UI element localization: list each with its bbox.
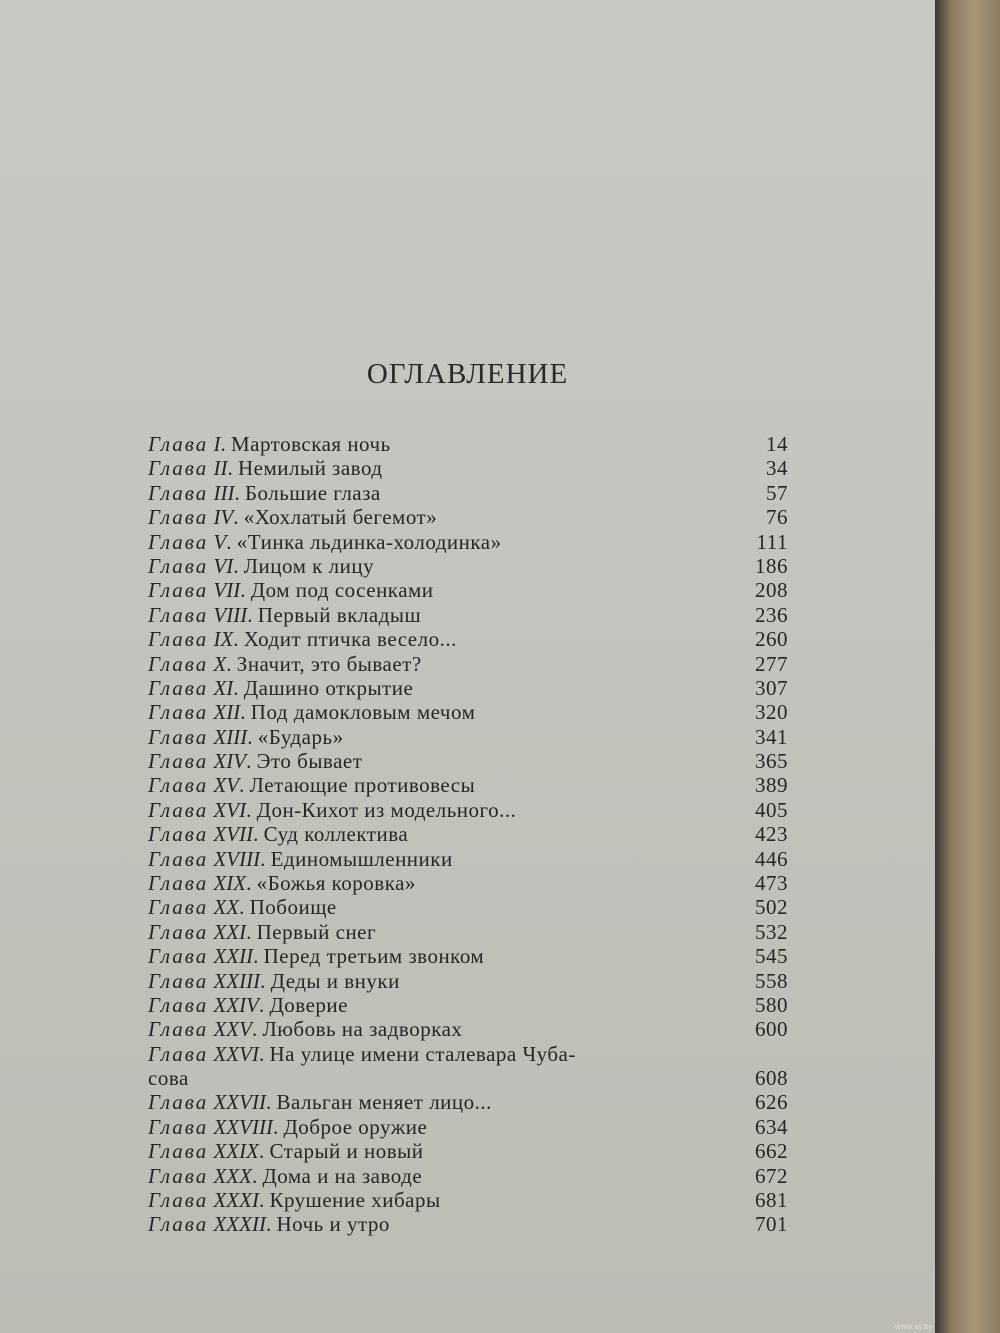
chapter-number: XXXI bbox=[213, 1187, 259, 1212]
chapter-label: Глава bbox=[148, 992, 209, 1017]
chapter-label: Глава bbox=[148, 602, 209, 627]
toc-entry: Глава XIX. «Божья коровка» 473 bbox=[148, 871, 788, 896]
chapter-number: XXII bbox=[213, 944, 254, 969]
chapter-title: Суд коллектива bbox=[263, 822, 409, 847]
toc-entry: Глава XXIV. Доверие 580 bbox=[148, 992, 788, 1017]
page-number: 277 bbox=[755, 651, 788, 676]
chapter-label: Глава bbox=[148, 553, 209, 578]
chapter-number: IV bbox=[213, 505, 234, 530]
chapter-number: VII bbox=[213, 578, 241, 603]
chapter-title: Перед третьим звонком bbox=[263, 944, 485, 969]
chapter-label: Глава bbox=[148, 1041, 209, 1066]
chapter-number: XVI bbox=[213, 797, 247, 822]
chapter-label: Глава bbox=[148, 1139, 209, 1164]
page-number: 320 bbox=[755, 700, 788, 725]
chapter-title: Ночь и утро bbox=[276, 1212, 390, 1237]
chapter-label: Глава bbox=[148, 651, 209, 676]
chapter-title: Дома и на заводе bbox=[262, 1163, 423, 1188]
toc-entry: Глава XX. Побоище 502 bbox=[148, 895, 788, 920]
page-number: 423 bbox=[755, 822, 788, 847]
chapter-title: Дашино открытие bbox=[243, 675, 414, 700]
chapter-number: XVIII bbox=[213, 846, 261, 871]
page-number: 186 bbox=[755, 553, 788, 578]
chapter-label: Глава bbox=[148, 505, 209, 530]
watermark: www.ay.by bbox=[895, 1322, 933, 1331]
chapter-label: Глава bbox=[148, 724, 209, 749]
chapter-label: Глава bbox=[148, 846, 209, 871]
chapter-title: «Бударь» bbox=[257, 724, 344, 749]
chapter-title: Ходит птичка весело... bbox=[243, 627, 457, 652]
page-number: 389 bbox=[755, 773, 788, 798]
chapter-number: XXIV bbox=[213, 992, 259, 1017]
toc-entry: Глава XXI. Первый снег 532 bbox=[148, 919, 788, 944]
page-number: 111 bbox=[756, 529, 788, 554]
chapter-title: Побоище bbox=[249, 895, 337, 920]
chapter-number: III bbox=[213, 480, 235, 505]
page-number: 600 bbox=[755, 1017, 788, 1042]
chapter-number: XXIX bbox=[213, 1139, 259, 1164]
page-number: 260 bbox=[755, 627, 788, 652]
chapter-title: Первый вкладыш bbox=[257, 602, 422, 627]
page-number: 608 bbox=[755, 1065, 788, 1090]
page-number: 405 bbox=[755, 797, 788, 822]
chapter-number: XV bbox=[213, 773, 240, 798]
page-number: 532 bbox=[755, 919, 788, 944]
page-number: 208 bbox=[755, 578, 788, 603]
chapter-title: Деды и внуки bbox=[270, 968, 400, 993]
chapter-number: XXIII bbox=[213, 968, 261, 993]
chapter-number: XXVII bbox=[213, 1090, 266, 1115]
chapter-label: Глава bbox=[148, 1090, 209, 1115]
toc-entry: Глава VII. Дом под сосенками 208 bbox=[148, 578, 788, 603]
chapter-label: Глава bbox=[148, 432, 209, 456]
chapter-title: Вальган меняет лицо... bbox=[276, 1090, 492, 1115]
book-binding-edge bbox=[935, 0, 1000, 1333]
toc-entry: Глава XXII. Перед третьим звонком 545 bbox=[148, 944, 788, 969]
toc-entry: Глава V. «Тинка льдинка-холодинка» 111 bbox=[148, 529, 788, 554]
chapter-label: Глава bbox=[148, 822, 209, 847]
chapter-title: На улице имени сталевара Чуба- bbox=[269, 1041, 576, 1066]
chapter-label: Глава bbox=[148, 1187, 209, 1212]
chapter-label: Глава bbox=[148, 529, 209, 554]
toc-entry: Глава XIV. Это бывает 365 bbox=[148, 749, 788, 774]
page-number: 634 bbox=[755, 1114, 788, 1139]
chapter-number: IX bbox=[213, 627, 234, 652]
page-number: 545 bbox=[755, 944, 788, 969]
chapter-label: Глава bbox=[148, 1212, 209, 1237]
page-number: 558 bbox=[755, 968, 788, 993]
page-number: 662 bbox=[755, 1139, 788, 1164]
chapter-title-continuation: сова bbox=[148, 1065, 189, 1090]
toc-entry: Глава VI. Лицом к лицу 186 bbox=[148, 553, 788, 578]
chapter-label: Глава bbox=[148, 797, 209, 822]
page-number: 502 bbox=[755, 895, 788, 920]
chapter-number: V bbox=[213, 529, 227, 554]
toc-entry: Глава XVI. Дон-Кихот из модельного... 405 bbox=[148, 797, 788, 822]
chapter-number: XVII bbox=[213, 822, 254, 847]
chapter-label: Глава bbox=[148, 895, 209, 920]
table-of-contents bbox=[148, 432, 788, 1237]
toc-entry: Глава XXVIII. Доброе оружие 634 bbox=[148, 1114, 788, 1139]
page-number: 701 bbox=[755, 1212, 788, 1237]
page-number: 446 bbox=[755, 846, 788, 871]
toc-entry: Глава III. Большие глаза 57 bbox=[148, 480, 788, 505]
toc-entry: Глава XXXI. Крушение хибары 681 bbox=[148, 1187, 788, 1212]
chapter-title: Под дамокловым мечом bbox=[250, 700, 476, 725]
page-number: 672 bbox=[755, 1163, 788, 1188]
toc-entry: Глава XVII. Суд коллектива 423 bbox=[148, 822, 788, 847]
chapter-number: I bbox=[213, 432, 221, 456]
chapter-title: Старый и новый bbox=[269, 1139, 424, 1164]
chapter-number: XI bbox=[213, 675, 234, 700]
toc-entry: Глава XXIII. Деды и внуки 558 bbox=[148, 968, 788, 993]
chapter-number: XXVI bbox=[213, 1041, 259, 1066]
chapter-title: Это бывает bbox=[256, 749, 363, 774]
chapter-title: Лицом к лицу bbox=[243, 553, 375, 578]
chapter-number: XXI bbox=[213, 919, 247, 944]
page-number: 365 bbox=[755, 749, 788, 774]
chapter-label: Глава bbox=[148, 1163, 209, 1188]
toc-entry: Глава XIII. «Бударь» 341 bbox=[148, 724, 788, 749]
chapter-number: XXV bbox=[213, 1017, 252, 1042]
chapter-label: Глава bbox=[148, 968, 209, 993]
toc-entry: Глава XII. Под дамокловым мечом 320 bbox=[148, 700, 788, 725]
chapter-number: XXVIII bbox=[213, 1114, 273, 1139]
toc-entry: Глава XXVI. На улице имени сталевара Чуба- сова 608 bbox=[148, 1041, 788, 1090]
chapter-label: Глава bbox=[148, 871, 209, 896]
toc-heading: ОГЛАВЛЕНИЕ bbox=[366, 358, 569, 390]
toc-entry: Глава XVIII. Единомышленники 446 bbox=[148, 846, 788, 871]
chapter-number: XIX bbox=[213, 871, 247, 896]
chapter-label: Глава bbox=[148, 919, 209, 944]
page-number: 580 bbox=[755, 992, 788, 1017]
toc-entry: Глава II. Немилый завод 34 bbox=[148, 456, 788, 481]
chapter-number: XX bbox=[213, 895, 240, 920]
chapter-number: XXX bbox=[213, 1163, 252, 1188]
chapter-number: XIV bbox=[213, 749, 247, 774]
toc-entry: Глава I. Мартовская ночь 14 bbox=[148, 432, 788, 456]
chapter-title: Большие глаза bbox=[244, 480, 381, 505]
chapter-number: II bbox=[213, 456, 228, 481]
chapter-title: Крушение хибары bbox=[269, 1187, 441, 1212]
page-number: 307 bbox=[755, 675, 788, 700]
page-number: 236 bbox=[755, 602, 788, 627]
chapter-label: Глава bbox=[148, 675, 209, 700]
chapter-label: Глава bbox=[148, 749, 209, 774]
chapter-title: Немилый завод bbox=[237, 456, 383, 481]
toc-entry: Глава XI. Дашино открытие 307 bbox=[148, 675, 788, 700]
chapter-title: «Божья коровка» bbox=[256, 871, 416, 896]
chapter-title: «Хохлатый бегемот» bbox=[243, 505, 438, 530]
chapter-title: Летающие противовесы bbox=[249, 773, 476, 798]
page-number: 34 bbox=[766, 456, 788, 481]
page-number: 626 bbox=[755, 1090, 788, 1115]
chapter-title: Доверие bbox=[269, 992, 348, 1017]
toc-entry: Глава XXV. Любовь на задворках 600 bbox=[148, 1017, 788, 1042]
toc-entry: Глава XXX. Дома и на заводе 672 bbox=[148, 1163, 788, 1188]
chapter-title: Единомышленники bbox=[270, 846, 453, 871]
chapter-number: VIII bbox=[213, 602, 248, 627]
chapter-label: Глава bbox=[148, 700, 209, 725]
chapter-title: Дом под сосенками bbox=[250, 578, 434, 603]
chapter-title: «Тинка льдинка-холодинка» bbox=[236, 529, 502, 554]
chapter-label: Глава bbox=[148, 627, 209, 652]
toc-entry: Глава IV. «Хохлатый бегемот» 76 bbox=[148, 505, 788, 530]
chapter-title: Значит, это бывает? bbox=[236, 651, 422, 676]
toc-entry: Глава XXXII. Ночь и утро 701 bbox=[148, 1212, 788, 1237]
chapter-label: Глава bbox=[148, 456, 209, 481]
toc-entry: Глава X. Значит, это бывает? 277 bbox=[148, 651, 788, 676]
toc-entry: Глава XV. Летающие противовесы 389 bbox=[148, 773, 788, 798]
chapter-title: Любовь на задворках bbox=[262, 1017, 463, 1042]
chapter-number: XXXII bbox=[213, 1212, 266, 1237]
chapter-title: Мартовская ночь bbox=[230, 432, 391, 456]
chapter-title: Первый снег bbox=[256, 919, 377, 944]
toc-entry: Глава IX. Ходит птичка весело... 260 bbox=[148, 627, 788, 652]
chapter-number: XIII bbox=[213, 724, 248, 749]
chapter-label: Глава bbox=[148, 1017, 209, 1042]
chapter-label: Глава bbox=[148, 1114, 209, 1139]
chapter-label: Глава bbox=[148, 480, 209, 505]
toc-entry: Глава VIII. Первый вкладыш 236 bbox=[148, 602, 788, 627]
toc-entry: Глава XXIX. Старый и новый 662 bbox=[148, 1139, 788, 1164]
page-number: 14 bbox=[766, 432, 788, 456]
chapter-title: Доброе оружие bbox=[283, 1114, 428, 1139]
page-number: 681 bbox=[755, 1187, 788, 1212]
chapter-number: XII bbox=[213, 700, 241, 725]
page-number: 473 bbox=[755, 871, 788, 896]
toc-entry: Глава XXVII. Вальган меняет лицо... 626 bbox=[148, 1090, 788, 1115]
chapter-number: X bbox=[213, 651, 227, 676]
chapter-label: Глава bbox=[148, 578, 209, 603]
page-number: 57 bbox=[766, 480, 788, 505]
page-number: 341 bbox=[755, 724, 788, 749]
chapter-label: Глава bbox=[148, 773, 209, 798]
page-number: 76 bbox=[766, 505, 788, 530]
chapter-number: VI bbox=[213, 553, 234, 578]
chapter-title: Дон-Кихот из модельного... bbox=[256, 797, 517, 822]
chapter-label: Глава bbox=[148, 944, 209, 969]
